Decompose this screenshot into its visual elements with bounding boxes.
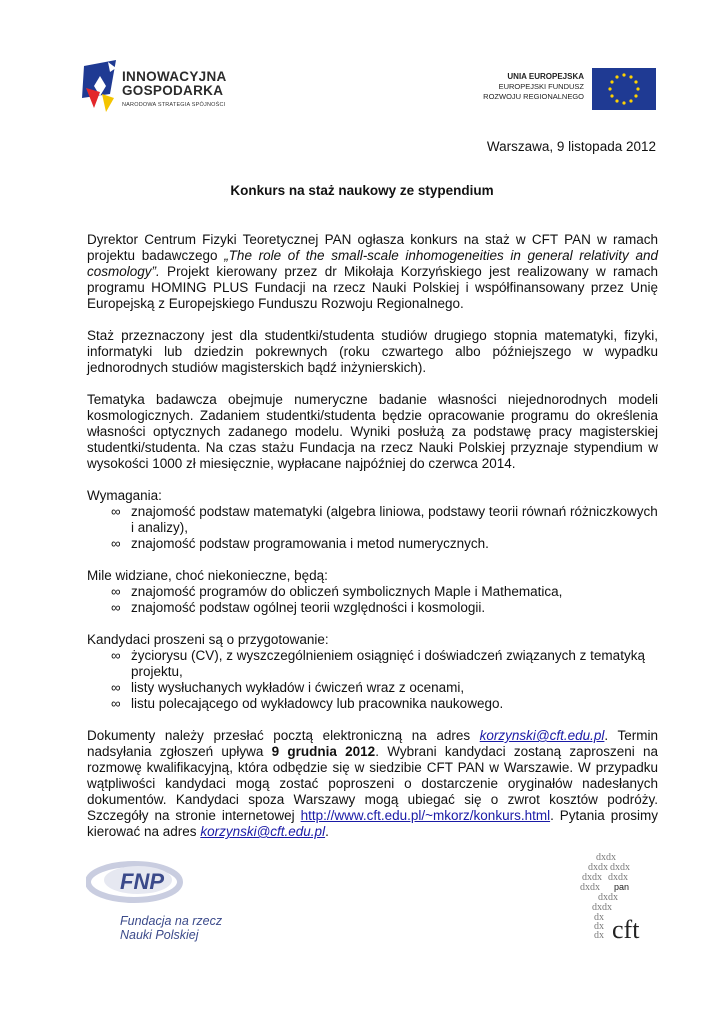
ig-line2: GOSPODARKA: [122, 83, 224, 98]
bullet-infinity-icon: ∞: [111, 536, 121, 551]
svg-text:dx: dx: [594, 921, 604, 932]
bullet-infinity-icon: ∞: [111, 696, 121, 711]
cft-label: cft: [612, 915, 640, 944]
cft-emblem-icon: [568, 848, 658, 944]
list-item-text: życiorysu (CV), z wyszczególnieniem osiągnięć i doświadczeń związanych z tematyką projektu,: [131, 648, 645, 679]
eu-logo-text: [483, 72, 584, 102]
cft-pattern-row: dxdx: [588, 862, 608, 873]
list-item-text: znajomość podstaw matematyki (algebra liniowa, podstawy teorii równań różniczkowych i analizy),: [131, 504, 658, 535]
list-item: [87, 696, 658, 712]
submission-text-b: . Termin nadsyłania zgłoszeń upływa: [87, 728, 659, 759]
bullet-infinity-icon: ∞: [111, 584, 121, 599]
email-link-2[interactable]: korzynski@cft.edu.pl: [200, 824, 326, 839]
cft-pan-text: pan: [614, 882, 630, 892]
research-paragraph: Tematyka badawcza obejmuje numeryczne badanie własności niejednorodnych modeli kosmologicznych. Zadaniem studentki/studenta będzie opracowanie programu do określenia własności optycznych zadanego modelu. Wyniki posłużą za podstawę pracy magisterskiej studentki/studenta. Na czas stażu Fundacja na rzecz Nauki Polskiej przyznaje stypendium w wysokości 1000 zł miesięcznie, wypłacane najpóźniej do czerwca 2014.: [87, 392, 658, 471]
list-item: [87, 648, 658, 680]
list-item: [87, 600, 658, 616]
fnp-swoosh-icon: [86, 858, 226, 918]
submission-paragraph: [87, 728, 658, 840]
svg-text:dx: dx: [594, 912, 604, 923]
documents-heading: Kandydaci proszeni są o przygotowanie:: [87, 632, 329, 647]
submission-text-d: . Pytania prosimy kierować na adres: [87, 808, 658, 839]
cft-pattern-row: dxdx: [598, 892, 618, 903]
svg-text:dx: dx: [594, 930, 604, 941]
list-item-text: listu polecającego od wykładowcy lub pracownika naukowego.: [131, 696, 504, 711]
project-title: „The role of the small-scale inhomogeneities in general relativity and cosmology”.: [87, 248, 658, 279]
cft-logo: [568, 848, 658, 944]
list-item-text: znajomość podstaw programowania i metod numerycznych.: [131, 536, 489, 551]
list-item-text: znajomość podstaw ogólnej teorii względności i kosmologii.: [131, 600, 486, 615]
deadline-date: 9 grudnia 2012: [271, 744, 376, 759]
submission-text-c: . Wybrani kandydaci zostaną zaproszeni na rozmowę kwalifikacyjną, która odbędzie się w siedzibie CFT PAN w Warszawie. W przypadku wątpliwości kandydaci mogą zostać poproszeni o dostarczenie oryginałów nadesłanych dokumentów. Kandydaci spoza Warszawy mogą ubiegać się o zwrot kosztów podróży. Szczegóły na stronie internetowej: [87, 744, 658, 823]
submission-text-e: .: [325, 824, 329, 839]
bullet-infinity-icon: ∞: [111, 680, 121, 695]
welcome-heading: Mile widziane, choć niekonieczne, będą:: [87, 568, 328, 583]
ig-emblem-icon: [80, 58, 120, 116]
document-body: [87, 232, 658, 856]
cft-pattern-row: dxdx: [610, 862, 630, 873]
document-title: Konkurs na staż naukowy ze stypendium: [230, 183, 494, 198]
ig-logo-text: [122, 70, 262, 98]
eu-line2: EUROPEJSKI FUNDUSZ: [498, 82, 584, 91]
eu-line1: UNIA EUROPEJSKA: [507, 72, 584, 81]
bullet-infinity-icon: ∞: [111, 504, 121, 519]
website-link[interactable]: http://www.cft.edu.pl/~mkorz/konkurs.html: [300, 808, 551, 823]
fnp-line2: Nauki Polskiej: [120, 928, 199, 942]
eu-flag-icon: [592, 68, 656, 110]
documents-list: [87, 648, 658, 712]
list-item-text: listy wysłuchanych wykładów i ćwiczeń wraz z ocenami,: [131, 680, 465, 695]
fnp-line1: Fundacja na rzecz: [120, 914, 223, 928]
welcome-list: [87, 584, 658, 616]
requirements-list: [87, 504, 658, 552]
ig-line1: INNOWACYJNA: [122, 69, 227, 84]
bullet-infinity-icon: ∞: [111, 648, 121, 663]
cft-pattern-row: dxdx: [608, 872, 628, 883]
list-item: [87, 584, 658, 600]
cft-pattern-row: dxdx: [592, 902, 612, 913]
ig-tagline: NARODOWA STRATEGIA SPÓJNOŚCI: [122, 102, 226, 108]
cft-pattern-row: dxdx: [596, 852, 616, 863]
eu-line3: ROZWOJU REGIONALNEGO: [483, 92, 584, 101]
submission-text-a: Dokumenty należy przesłać pocztą elektroniczną na adres: [87, 728, 480, 743]
fnp-abbrev: FNP: [120, 869, 164, 894]
cft-pattern-row: dxdx: [582, 872, 602, 883]
innowacyjna-gospodarka-logo: [80, 58, 260, 118]
list-item: [87, 680, 658, 696]
fnp-name-text: [120, 914, 222, 942]
intro-text-b: Projekt kierowany przez dr Mikołaja Korzyńskiego jest realizowany w ramach programu HOMING PLUS Fundacji na rzecz Nauki Polskiej i współfinansowany przez Unię Europejską z Europejskiego Funduszu Rozwoju Regionalnego.: [87, 264, 658, 311]
email-link[interactable]: korzynski@cft.edu.pl: [479, 728, 605, 743]
list-item: [87, 504, 658, 536]
requirements-heading: Wymagania:: [87, 488, 162, 503]
intro-paragraph: [87, 232, 658, 312]
list-item: [87, 536, 658, 552]
bullet-infinity-icon: ∞: [111, 600, 121, 615]
document-date: Warszawa, 9 listopada 2012: [486, 139, 656, 154]
cft-pattern-row: dxdx: [580, 882, 600, 893]
list-item-text: znajomość programów do obliczeń symbolicznych Maple i Mathematica,: [131, 584, 563, 599]
intro-text-a: Dyrektor Centrum Fizyki Teoretycznej PAN ogłasza konkurs na staż w CFT PAN w ramach projektu badawczego: [87, 232, 658, 263]
eligibility-paragraph: Staż przeznaczony jest dla studentki/studenta studiów drugiego stopnia matematyki, fizyki, informatyki lub dziedzin pokrewnych (roku czwartego albo późniejszego w wypadku jednorodnych studiów magisterskich bądź inżynierskich).: [87, 328, 658, 375]
eu-fund-logo: [468, 68, 656, 112]
